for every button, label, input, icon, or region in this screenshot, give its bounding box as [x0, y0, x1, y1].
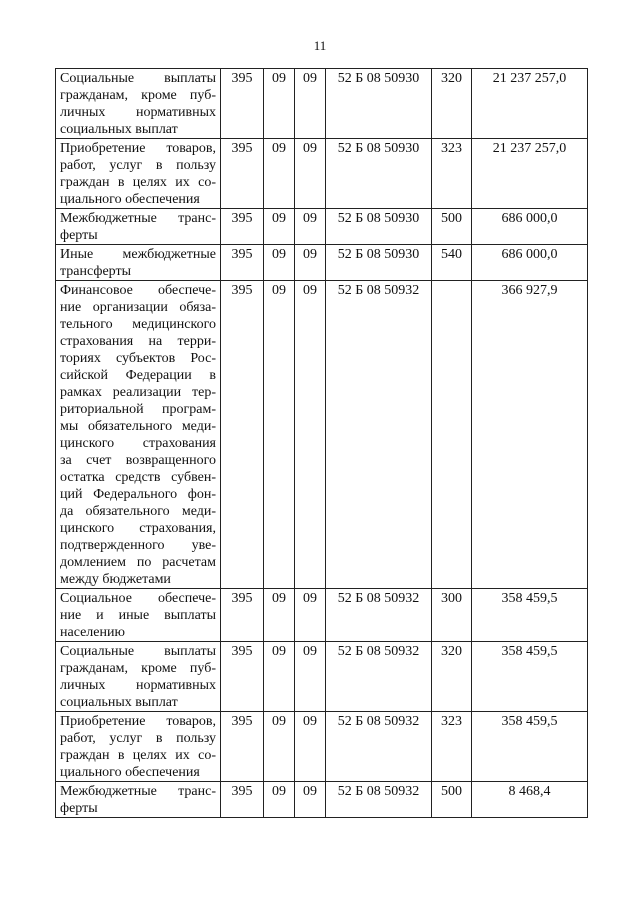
subsection-code-cell: 09 [295, 642, 326, 712]
expense-name-line: циального обеспечения [60, 765, 200, 780]
ministry-code-cell: 395 [221, 782, 264, 818]
expense-name-cell [56, 69, 221, 139]
expense-name-line: Межбюджетные транс- [60, 784, 216, 799]
expense-name-line: ферты [60, 228, 98, 243]
target-article-cell: 52 Б 08 50932 [326, 712, 432, 782]
expense-name-line: цинского страхования [60, 436, 216, 451]
ministry-code-cell: 395 [221, 69, 264, 139]
expense-type-cell: 500 [432, 209, 472, 245]
expense-name-line: домлением по расчетам [60, 555, 216, 570]
target-article-cell: 52 Б 08 50930 [326, 69, 432, 139]
target-article-cell: 52 Б 08 50930 [326, 245, 432, 281]
target-article-cell: 52 Б 08 50932 [326, 782, 432, 818]
budget-table [55, 68, 588, 818]
expense-name-line: тельного медицинского [60, 317, 216, 332]
expense-name-line: за счет возвращенного [60, 453, 216, 468]
expense-type-cell: 540 [432, 245, 472, 281]
subsection-code-cell: 09 [295, 139, 326, 209]
section-code-cell: 09 [264, 139, 295, 209]
expense-type-cell: 320 [432, 69, 472, 139]
expense-name-line: остатка средств субвен- [60, 470, 216, 485]
table-row [56, 589, 588, 642]
expense-name-line: населению [60, 625, 125, 640]
expense-name-line: ферты [60, 801, 98, 816]
table-body [56, 69, 588, 818]
section-code-cell: 09 [264, 642, 295, 712]
expense-name-line: граждан в целях их со- [60, 175, 216, 190]
expense-type-cell: 500 [432, 782, 472, 818]
amount-cell: 366 927,9 [472, 281, 588, 589]
expense-name-line: риториальной програм- [60, 402, 216, 417]
subsection-code-cell: 09 [295, 782, 326, 818]
target-article-cell: 52 Б 08 50930 [326, 139, 432, 209]
expense-name-line: граждан в целях их со- [60, 748, 216, 763]
expense-name-line: Социальные выплаты [60, 71, 216, 86]
ministry-code-cell: 395 [221, 642, 264, 712]
section-code-cell: 09 [264, 281, 295, 589]
expense-name-line: циального обеспечения [60, 192, 200, 207]
expense-name-line: социальных выплат [60, 695, 178, 710]
expense-name-line: Финансовое обеспече- [60, 283, 216, 298]
expense-type-cell [432, 281, 472, 589]
expense-name-cell [56, 139, 221, 209]
expense-name-line: Межбюджетные транс- [60, 211, 216, 226]
expense-name-cell [56, 712, 221, 782]
expense-type-cell: 323 [432, 712, 472, 782]
subsection-code-cell: 09 [295, 69, 326, 139]
subsection-code-cell: 09 [295, 712, 326, 782]
expense-name-cell [56, 642, 221, 712]
expense-name-line: подтвержденного уве- [60, 538, 216, 553]
section-code-cell: 09 [264, 712, 295, 782]
expense-name-line: Иные межбюджетные [60, 247, 216, 262]
table-row [56, 712, 588, 782]
ministry-code-cell: 395 [221, 281, 264, 589]
table-row [56, 209, 588, 245]
expense-name-line: гражданам, кроме пуб- [60, 88, 216, 103]
expense-name-line: Приобретение товаров, [60, 714, 216, 729]
target-article-cell: 52 Б 08 50932 [326, 642, 432, 712]
section-code-cell: 09 [264, 782, 295, 818]
expense-name-line: работ, услуг в пользу [60, 158, 216, 173]
expense-name-cell [56, 782, 221, 818]
expense-name-line: социальных выплат [60, 122, 178, 137]
expense-name-cell [56, 209, 221, 245]
expense-name-line: цинского страхования, [60, 521, 216, 536]
ministry-code-cell: 395 [221, 209, 264, 245]
amount-cell: 686 000,0 [472, 245, 588, 281]
expense-name-line: мы обязательного меди- [60, 419, 216, 434]
expense-name-line: ториях субъектов Рос- [60, 351, 216, 366]
expense-name-line: ние организации обяза- [60, 300, 216, 315]
expense-name-line: между бюджетами [60, 572, 171, 587]
subsection-code-cell: 09 [295, 209, 326, 245]
amount-cell: 21 237 257,0 [472, 139, 588, 209]
amount-cell: 686 000,0 [472, 209, 588, 245]
table-row [56, 782, 588, 818]
table-row [56, 139, 588, 209]
target-article-cell: 52 Б 08 50932 [326, 281, 432, 589]
expense-name-cell [56, 281, 221, 589]
expense-name-line: личных нормативных [60, 678, 216, 693]
expense-name-cell [56, 589, 221, 642]
expense-type-cell: 323 [432, 139, 472, 209]
expense-name-cell [56, 245, 221, 281]
ministry-code-cell: 395 [221, 139, 264, 209]
expense-type-cell: 320 [432, 642, 472, 712]
table-row [56, 245, 588, 281]
amount-cell: 358 459,5 [472, 642, 588, 712]
expense-name-line: ций Федерального фон- [60, 487, 216, 502]
amount-cell: 8 468,4 [472, 782, 588, 818]
target-article-cell: 52 Б 08 50932 [326, 589, 432, 642]
expense-name-line: да обязательного меди- [60, 504, 216, 519]
expense-type-cell: 300 [432, 589, 472, 642]
expense-name-line: работ, услуг в пользу [60, 731, 216, 746]
subsection-code-cell: 09 [295, 589, 326, 642]
subsection-code-cell: 09 [295, 245, 326, 281]
expense-name-line: сийской Федерации в [60, 368, 216, 383]
table-row [56, 281, 588, 589]
expense-name-line: ние и иные выплаты [60, 608, 216, 623]
page-number: 11 [313, 38, 327, 53]
section-code-cell: 09 [264, 245, 295, 281]
subsection-code-cell: 09 [295, 281, 326, 589]
expense-name-line: Приобретение товаров, [60, 141, 216, 156]
expense-name-line: рамках реализации тер- [60, 385, 216, 400]
expense-name-line: личных нормативных [60, 105, 216, 120]
expense-name-line: Социальные выплаты [60, 644, 216, 659]
section-code-cell: 09 [264, 589, 295, 642]
target-article-cell: 52 Б 08 50930 [326, 209, 432, 245]
amount-cell: 21 237 257,0 [472, 69, 588, 139]
table-row [56, 69, 588, 139]
amount-cell: 358 459,5 [472, 589, 588, 642]
ministry-code-cell: 395 [221, 712, 264, 782]
expense-name-line: трансферты [60, 264, 132, 279]
amount-cell: 358 459,5 [472, 712, 588, 782]
expense-name-line: страхования на терри- [60, 334, 216, 349]
section-code-cell: 09 [264, 69, 295, 139]
table-row [56, 642, 588, 712]
section-code-cell: 09 [264, 209, 295, 245]
ministry-code-cell: 395 [221, 589, 264, 642]
ministry-code-cell: 395 [221, 245, 264, 281]
expense-name-line: Социальное обеспече- [60, 591, 216, 606]
expense-name-line: гражданам, кроме пуб- [60, 661, 216, 676]
